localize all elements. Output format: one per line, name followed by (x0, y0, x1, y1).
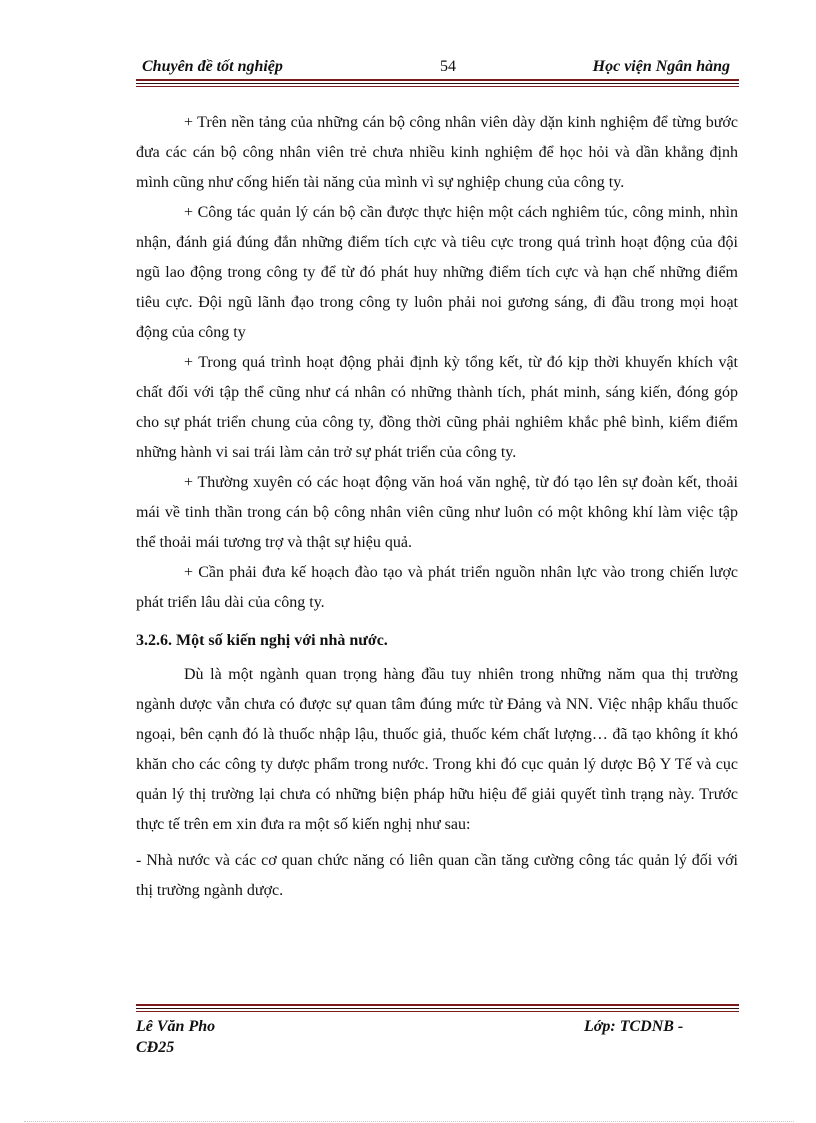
footer-rule-thick (136, 1004, 739, 1006)
header-rule-thick (136, 79, 739, 81)
paragraph-4: + Thường xuyên có các hoạt động văn hoá văn nghệ, từ đó tạo lên sự đoàn kết, thoải mái về tinh thần trong cán bộ công nhân viên cũng như luôn có một không khí làm việc tập thể thoải mái tương trợ và thật sự hiệu quả. (136, 474, 738, 551)
header-document-title: Chuyên đề tốt nghiệp (142, 58, 283, 75)
footer-class: Lớp: TCDNB - (584, 1018, 684, 1035)
section-heading: 3.2.6. Một số kiến nghị với nhà nước. (136, 632, 388, 649)
page-edge-dotted-line (24, 1121, 794, 1122)
page-number: 54 (440, 58, 456, 75)
header-rule-thin (136, 83, 739, 84)
paragraph-5: + Cần phải đưa kế hoạch đào tạo và phát triển nguồn nhân lực vào trong chiến lược phát triển lâu dài của công ty. (136, 564, 738, 611)
header-institution: Học viện Ngân hàng (592, 58, 730, 75)
paragraph-2: + Công tác quản lý cán bộ cần được thực hiện một cách nghiêm túc, công minh, nhìn nhận, đánh giá đúng đắn những điểm tích cực và tiêu cực trong quá trình hoạt động của đội ngũ lao động trong công ty để từ đó phát huy những điểm tích cực và hạn chế những điểm tiêu cực. Đội ngũ lãnh đạo trong công ty luôn phải noi gương sáng, đi đầu trong mọi hoạt động của công ty (136, 204, 738, 341)
section-paragraph: Dù là một ngành quan trọng hàng đầu tuy nhiên trong những năm qua thị trường ngành dược vẫn chưa có được sự quan tâm đúng mức từ Đảng và NN. Việc nhập khẩu thuốc ngoại, bên cạnh đó là thuốc nhập lậu, thuốc giả, thuốc kém chất lượng… đã tạo không ít khó khăn cho các công ty dược phẩm trong nước. Trong khi đó cục quản lý dược Bộ Y Tế và cục quản lý thị trường lại chưa có những biện pháp hữu hiệu để giải quyết tình trạng này. Trước thực tế trên em xin đưa ra một số kiến nghị như sau: (136, 666, 738, 833)
page-header (136, 58, 738, 80)
footer-rule-thin (136, 1008, 739, 1009)
paragraph-3: + Trong quá trình hoạt động phải định kỳ tổng kết, từ đó kịp thời khuyến khích vật chất đối với tập thể cũng như cá nhân có những thành tích, phát minh, sáng kiến, đóng góp cho sự phát triển chung của công ty, đồng thời cũng phải nghiêm khắc phê bình, kiểm điểm những hành vi sai trái làm cản trở sự phát triển của công ty. (136, 354, 738, 461)
footer-class-code: CĐ25 (136, 1039, 175, 1056)
header-rule-bottom (136, 86, 739, 87)
footer-author-name: Lê Văn Pho (136, 1018, 216, 1035)
recommendation-item: - Nhà nước và các cơ quan chức năng có liên quan cần tăng cường công tác quản lý đối với thị trường ngành dược. (136, 852, 738, 899)
page-body (136, 108, 738, 906)
footer-rule-bottom (136, 1011, 739, 1012)
paragraph-1: + Trên nền tảng của những cán bộ công nhân viên dày dặn kinh nghiệm để từng bước đưa các cán bộ công nhân viên trẻ chưa nhiều kinh nghiệm để học hỏi và dần khẳng định mình cũng như cống hiến tài năng của mình vì sự nghiệp chung của công ty. (136, 114, 738, 191)
